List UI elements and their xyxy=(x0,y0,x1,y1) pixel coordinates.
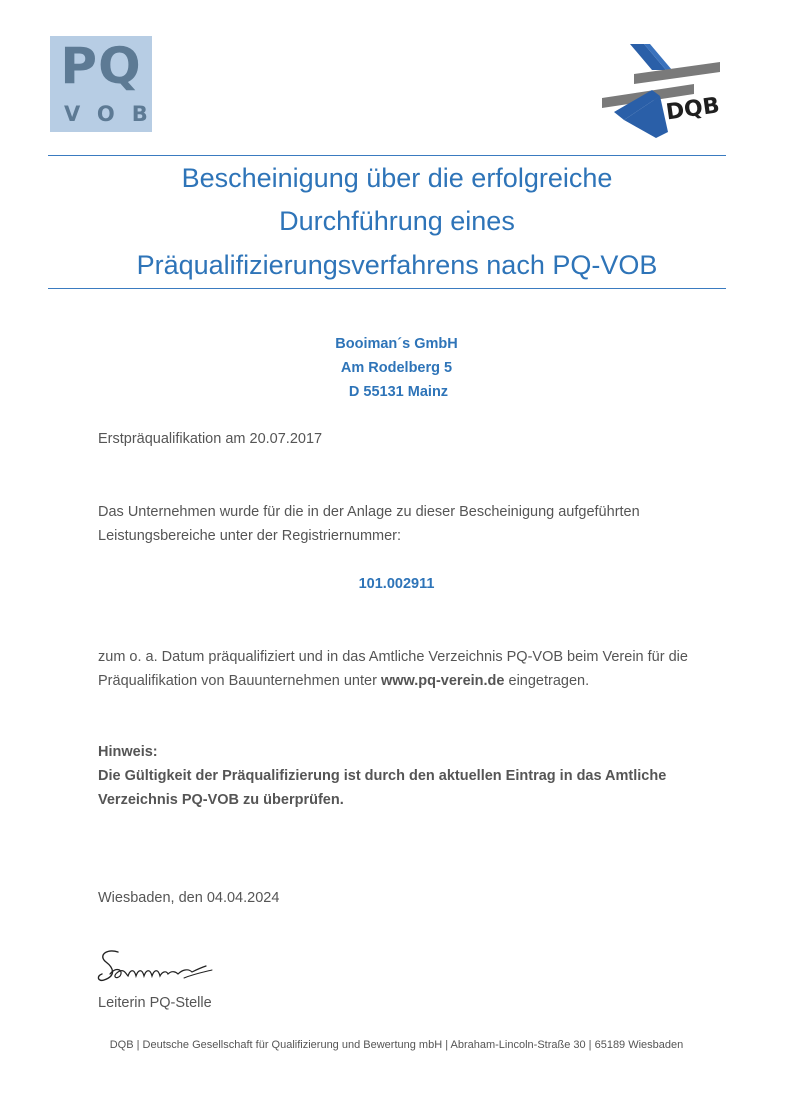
notice-block xyxy=(98,740,758,812)
company-street: Am Rodelberg 5 xyxy=(340,360,453,376)
company-city: D 55131 Mainz xyxy=(348,384,449,400)
place-and-date: Wiesbaden, den 04.04.2024 xyxy=(98,890,280,906)
title-bottom-rule xyxy=(48,288,726,289)
dqb-logo xyxy=(594,40,734,140)
pq-vob-logo xyxy=(50,36,165,132)
pq-verein-link[interactable]: www.pq-verein.de xyxy=(380,673,505,689)
intro-line-2: Leistungsbereiche unter der Registriernummer: xyxy=(98,528,402,544)
intro-line-1: Das Unternehmen wurde für die in der Anlage zu dieser Bescheinigung aufgeführten xyxy=(98,504,640,520)
confirmation-paragraph xyxy=(98,645,758,693)
intro-paragraph xyxy=(98,500,758,548)
title-line-1: Bescheinigung über die erfolgreiche xyxy=(181,163,613,193)
confirmation-line-2-start: Präqualifikation von Bauunternehmen unter xyxy=(98,673,381,689)
confirmation-line-1: zum o. a. Datum präqualifiziert und in das Amtliche Verzeichnis PQ-VOB beim Verein für die xyxy=(98,649,688,665)
signature-graphic xyxy=(96,944,226,990)
first-prequalification-date: Erstpräqualifikation am 20.07.2017 xyxy=(98,431,323,447)
registration-number: 101.002911 xyxy=(358,576,435,592)
footer-company-info: DQB | Deutsche Gesellschaft für Qualifizierung und Bewertung mbH | Abraham-Lincoln-Straße 30 | 65189 Wiesbaden xyxy=(109,1039,684,1051)
notice-line-2: Verzeichnis PQ-VOB zu überprüfen. xyxy=(98,792,344,808)
confirmation-line-2-end: eingetragen. xyxy=(504,673,590,689)
pq-logo-sub-text: VOB xyxy=(64,102,165,126)
title-line-2: Durchführung eines xyxy=(279,206,515,236)
title-top-rule xyxy=(48,155,726,156)
notice-line-1: Die Gültigkeit der Präqualifizierung ist durch den aktuellen Eintrag in das Amtliche xyxy=(98,768,667,784)
signatory-role: Leiterin PQ-Stelle xyxy=(98,995,212,1011)
dqb-logo-graphic xyxy=(594,40,734,140)
confirmation-line-2 xyxy=(98,669,758,693)
title-line-3: Präqualifizierungsverfahrens nach PQ-VOB xyxy=(136,250,658,280)
dqb-logo-text: DQB xyxy=(664,93,722,126)
pq-logo-main-text: PQ xyxy=(60,37,142,95)
company-name: Booiman´s GmbH xyxy=(335,336,458,352)
signature xyxy=(96,944,226,990)
notice-heading: Hinweis: xyxy=(98,744,158,760)
